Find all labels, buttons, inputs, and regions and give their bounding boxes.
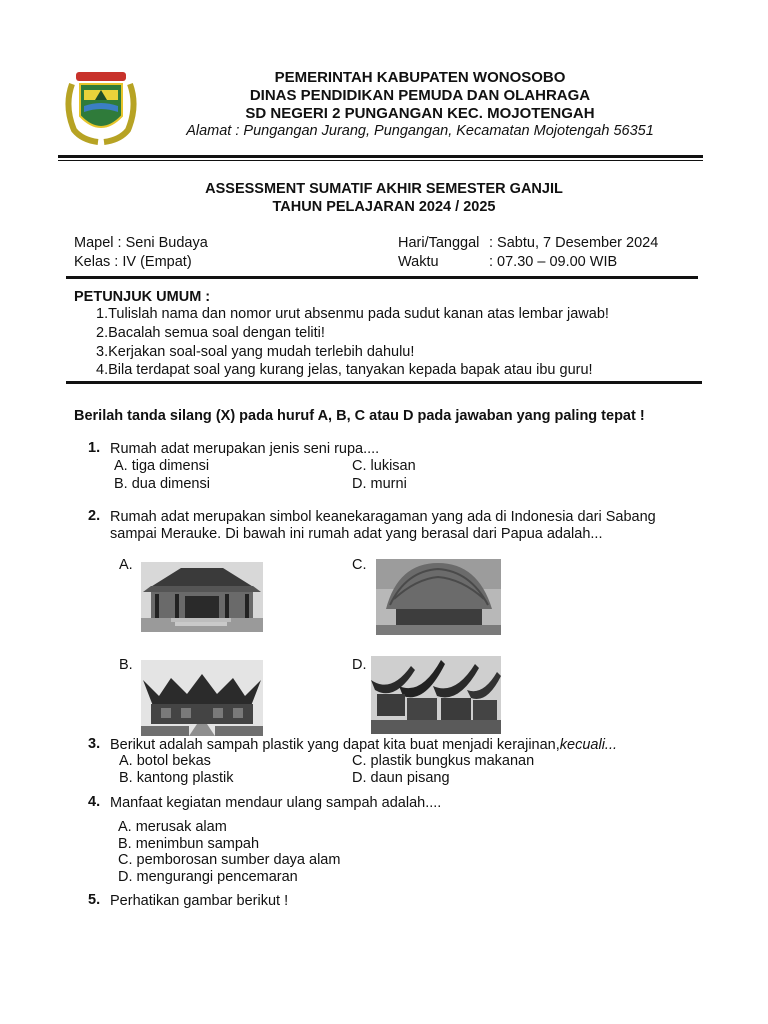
instruction-item: 1.Tulislah nama dan nomor urut absenmu pada sudut kanan atas lembar jawab!: [96, 306, 609, 322]
question-number: 2.: [88, 508, 101, 524]
header-department: DINAS PENDIDIKAN PEMUDA DAN OLAHRAGA: [249, 87, 591, 104]
question-number: 1.: [88, 440, 101, 456]
question-text: Rumah adat merupakan simbol keanekaragaman yang ada di Indonesia dari Sabang: [110, 509, 656, 525]
option-a: A. merusak alam: [118, 819, 227, 835]
option-d: D. murni: [352, 476, 407, 492]
option-d: D.: [352, 657, 367, 673]
rumah-gadang-image: [141, 660, 263, 736]
joglo-house-image: [141, 562, 263, 632]
header-address: Alamat : Pungangan Jurang, Pungangan, Kecamatan Mojotengah 56351: [186, 123, 654, 139]
option-c: C. lukisan: [352, 458, 416, 474]
info-subject: Mapel : Seni Budaya: [74, 235, 208, 251]
info-class: Kelas : IV (Empat): [74, 254, 192, 270]
option-b: B. menimbun sampah: [118, 836, 260, 852]
info-date-value: : Sabtu, 7 Desember 2024: [489, 235, 659, 251]
question-number: 4.: [88, 794, 101, 810]
option-a: A. botol bekas: [119, 753, 211, 769]
exam-title: ASSESSMENT SUMATIF AKHIR SEMESTER GANJIL: [205, 181, 563, 197]
header-divider-thin: [58, 160, 703, 161]
header-divider-thick: [58, 155, 703, 158]
tongkonan-house-image: [371, 656, 501, 734]
instruction-item: 2.Bacalah semua soal dengan teliti!: [96, 325, 325, 341]
instructions-divider: [66, 381, 702, 384]
option-b: B. kantong plastik: [119, 770, 234, 786]
option-b: B.: [119, 657, 133, 673]
exam-year: TAHUN PELAJARAN 2024 / 2025: [272, 199, 496, 215]
question-text: Manfaat kegiatan mendaur ulang sampah adalah....: [110, 795, 442, 811]
question-text-main: Berikut adalah sampah plastik yang dapat kita buat menjadi kerajinan,: [110, 737, 560, 753]
instruction-item: 3.Kerjakan soal-soal yang mudah terlebih dahulu!: [96, 344, 415, 360]
header-school: SD NEGERI 2 PUNGANGAN KEC. MOJOTENGAH: [245, 105, 595, 122]
option-b: B. dua dimensi: [114, 476, 210, 492]
instructions-heading: PETUNJUK UMUM :: [74, 289, 211, 305]
info-time-label: Waktu: [398, 254, 439, 270]
header-government: PEMERINTAH KABUPATEN WONOSOBO: [274, 69, 566, 86]
option-c: C. pemborosan sumber daya alam: [118, 852, 341, 868]
regency-emblem-icon: [62, 66, 140, 146]
info-time-value: : 07.30 – 09.00 WIB: [489, 254, 618, 270]
question-text: Perhatikan gambar berikut !: [110, 893, 289, 909]
honai-house-image: [376, 559, 501, 635]
option-d: D. mengurangi pencemaran: [118, 869, 298, 885]
question-text: sampai Merauke. Di bawah ini rumah adat yang berasal dari Papua adalah...: [110, 526, 603, 542]
option-c: C. plastik bungkus makanan: [352, 753, 535, 769]
question-text-emphasis: kecuali...: [559, 737, 618, 753]
option-d: D. daun pisang: [352, 770, 450, 786]
info-date-label: Hari/Tanggal: [398, 235, 480, 251]
option-c: C.: [352, 557, 367, 573]
question-text: Rumah adat merupakan jenis seni rupa....: [110, 441, 380, 457]
question-number: 3.: [88, 736, 101, 752]
info-divider: [66, 276, 698, 279]
question-number: 5.: [88, 892, 101, 908]
option-a: A.: [119, 557, 133, 573]
instruction-item: 4.Bila terdapat soal yang kurang jelas, tanyakan kepada bapak atau ibu guru!: [96, 362, 593, 378]
option-a: A. tiga dimensi: [114, 458, 210, 474]
answer-directive: Berilah tanda silang (X) pada huruf A, B, C atau D pada jawaban yang paling tepat !: [74, 408, 645, 424]
